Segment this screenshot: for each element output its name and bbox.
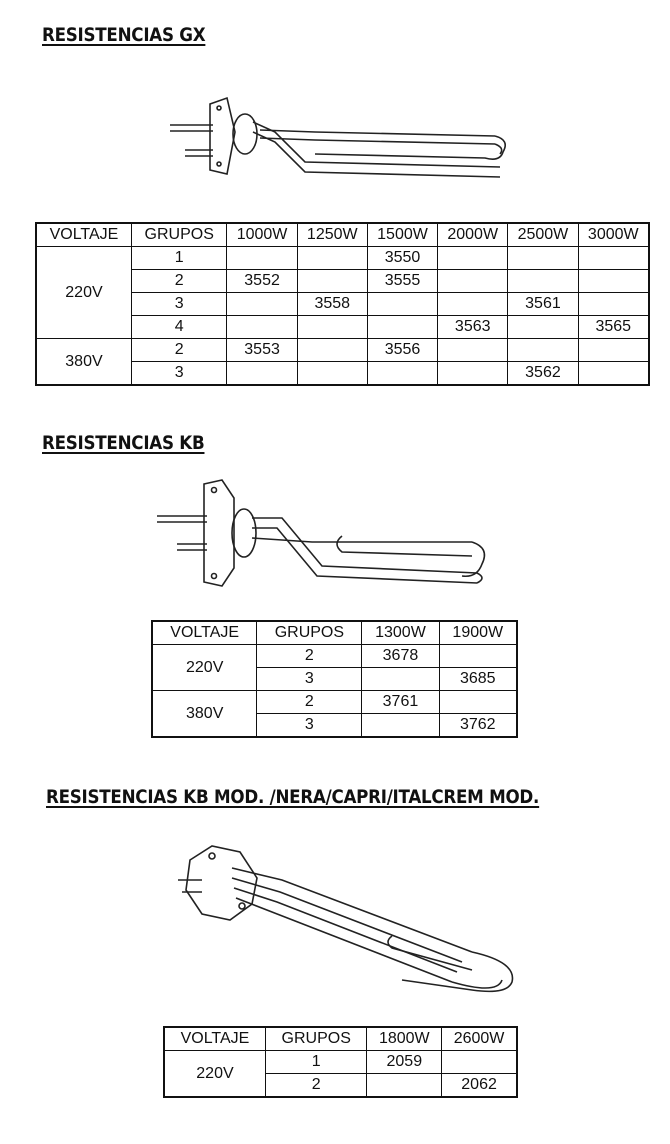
header-2600w: 2600W [442, 1027, 517, 1051]
header-1900w: 1900W [439, 621, 517, 645]
code-cell [442, 1051, 517, 1074]
grupos-cell: 2 [265, 1074, 367, 1098]
code-cell [508, 339, 578, 362]
code-cell [362, 668, 439, 691]
code-cell: 3685 [439, 668, 517, 691]
code-cell [578, 247, 649, 270]
header-1250w: 1250W [297, 223, 367, 247]
code-cell: 3561 [508, 293, 578, 316]
header-1800w: 1800W [367, 1027, 442, 1051]
code-cell [438, 362, 508, 386]
gx-spec-table [35, 222, 650, 386]
code-cell [367, 293, 437, 316]
voltage-cell: 220V [164, 1051, 265, 1098]
code-cell [508, 270, 578, 293]
code-cell [362, 714, 439, 738]
header-voltaje: VOLTAJE [152, 621, 257, 645]
gx-heater-element-image [165, 92, 515, 187]
grupos-cell: 2 [257, 691, 362, 714]
kbmod-section-title: RESISTENCIAS KB MOD. /NERA/CAPRI/ITALCREM MOD. [46, 786, 540, 808]
code-cell: 3563 [438, 316, 508, 339]
header-2500w: 2500W [508, 223, 578, 247]
code-cell [439, 691, 517, 714]
header-grupos: GRUPOS [265, 1027, 367, 1051]
code-cell [578, 339, 649, 362]
code-cell: 3558 [297, 293, 367, 316]
code-cell: 3565 [578, 316, 649, 339]
kb-spec-table [151, 620, 518, 738]
grupos-cell: 2 [257, 645, 362, 668]
code-cell [438, 247, 508, 270]
gx-section-title: RESISTENCIAS GX [42, 24, 206, 46]
grupos-cell: 2 [131, 339, 227, 362]
kbmod-heater-element-image [172, 840, 522, 1005]
code-cell: 3762 [439, 714, 517, 738]
voltage-cell: 220V [152, 645, 257, 691]
code-cell: 3562 [508, 362, 578, 386]
code-cell [297, 316, 367, 339]
code-cell [367, 362, 437, 386]
code-cell [578, 293, 649, 316]
code-cell [297, 339, 367, 362]
code-cell: 3555 [367, 270, 437, 293]
voltage-cell: 380V [36, 339, 131, 386]
code-cell: 3761 [362, 691, 439, 714]
grupos-cell: 3 [131, 293, 227, 316]
voltage-cell: 220V [36, 247, 131, 339]
table-row [164, 1051, 517, 1074]
header-2000w: 2000W [438, 223, 508, 247]
table-row [36, 247, 649, 270]
header-voltaje: VOLTAJE [36, 223, 131, 247]
code-cell [508, 316, 578, 339]
code-cell [438, 339, 508, 362]
code-cell: 2059 [367, 1051, 442, 1074]
table-header-row [152, 621, 517, 645]
grupos-cell: 1 [265, 1051, 367, 1074]
code-cell [438, 293, 508, 316]
code-cell: 3556 [367, 339, 437, 362]
grupos-cell: 3 [257, 668, 362, 691]
grupos-cell: 4 [131, 316, 227, 339]
code-cell [508, 247, 578, 270]
code-cell: 3678 [362, 645, 439, 668]
code-cell [578, 270, 649, 293]
table-row [152, 645, 517, 668]
table-header-row [36, 223, 649, 247]
code-cell [227, 316, 297, 339]
table-row [36, 339, 649, 362]
kb-heater-element-image [152, 478, 492, 588]
header-1500w: 1500W [367, 223, 437, 247]
header-voltaje: VOLTAJE [164, 1027, 265, 1051]
code-cell [297, 270, 367, 293]
table-header-row [164, 1027, 517, 1051]
code-cell [297, 247, 367, 270]
code-cell [578, 362, 649, 386]
table-row [152, 691, 517, 714]
header-grupos: GRUPOS [131, 223, 227, 247]
code-cell: 2062 [442, 1074, 517, 1098]
grupos-cell: 3 [131, 362, 227, 386]
code-cell [367, 1074, 442, 1098]
code-cell: 3553 [227, 339, 297, 362]
header-grupos: GRUPOS [257, 621, 362, 645]
voltage-cell: 380V [152, 691, 257, 738]
code-cell [227, 362, 297, 386]
header-3000w: 3000W [578, 223, 649, 247]
grupos-cell: 1 [131, 247, 227, 270]
code-cell [297, 362, 367, 386]
grupos-cell: 2 [131, 270, 227, 293]
code-cell: 3550 [367, 247, 437, 270]
header-1300w: 1300W [362, 621, 439, 645]
code-cell [227, 293, 297, 316]
header-1000w: 1000W [227, 223, 297, 247]
grupos-cell: 3 [257, 714, 362, 738]
code-cell [227, 247, 297, 270]
code-cell: 3552 [227, 270, 297, 293]
code-cell [367, 316, 437, 339]
code-cell [438, 270, 508, 293]
kb-section-title: RESISTENCIAS KB [42, 432, 205, 454]
kbmod-spec-table [163, 1026, 518, 1098]
code-cell [439, 645, 517, 668]
